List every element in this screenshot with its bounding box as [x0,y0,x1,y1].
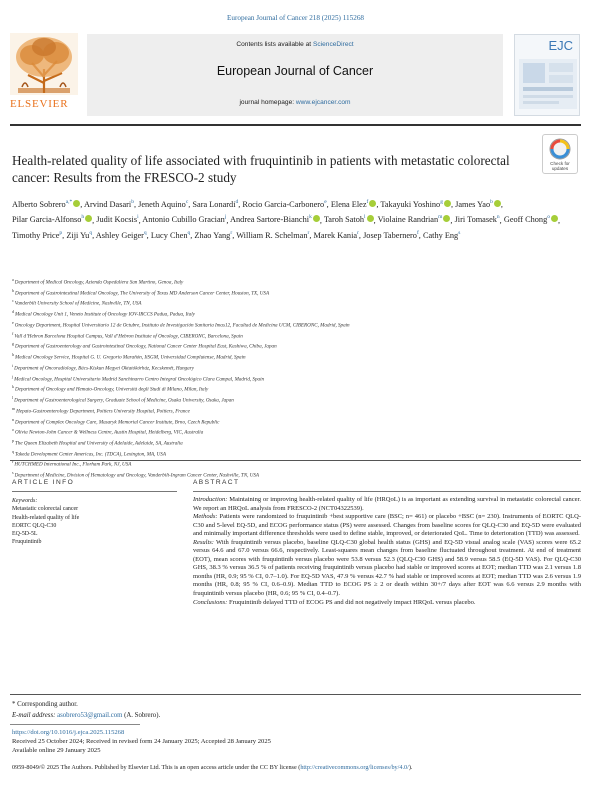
author-name[interactable]: Takayuki Yoshino [380,199,441,209]
author-name[interactable]: Ziji Yu [66,231,90,241]
author[interactable] [194,231,232,240]
corresponding-author-note: * Corresponding author. [12,701,78,708]
author-affiliation-marker[interactable]: c [185,199,189,205]
author-affiliation-marker[interactable]: f [366,199,369,205]
author[interactable] [504,215,558,224]
doi-link[interactable]: https://doi.org/10.1016/j.ejca.2025.115268 [12,729,125,736]
affiliation-text: Takeda Development Center Americas, Inc. (TDCA), Lexington, MA, USA [15,451,166,458]
author[interactable] [192,200,238,209]
author-affiliation-marker[interactable]: h [81,214,85,221]
affiliation-key: k [12,384,14,390]
abstract-section-text: Maintaining or improving health-related quality of life (HRQoL) is as important as extending survival in metastatic colorectal cancer. We report an HRQoL analysis from FRESCO-2 (NCT04322539). [193,496,581,512]
affiliation-text: Olivia Newton-John Cancer & Wellness Centre, Austin Hospital, Heidelberg, VIC, Australia [15,429,204,436]
author[interactable] [96,231,147,240]
affiliation-text: Oncology Department, Hospital Universitario 12 de Octubre, Instituto de Investigación Sanitaria Imas12, Facultad de Medicina UCM, CIBERONC, Madrid, Spain [14,322,350,329]
abstract-section-label: Results: [193,538,214,546]
affiliation-text: The Queen Elizabeth Hospital and University of Adelaide, Adelaide, SA, Australia [15,440,183,447]
sciencedirect-link[interactable]: ScienceDirect [312,41,354,48]
author-affiliation-marker[interactable]: r [230,230,233,237]
journal-name: European Journal of Cancer [216,64,374,78]
author-affiliation-marker[interactable]: b [131,199,134,205]
author-affiliation-marker[interactable]: k [309,214,312,221]
affiliation [12,319,580,330]
author-name[interactable]: William R. Schelman [236,231,308,241]
author[interactable] [12,231,62,240]
affiliation [12,297,580,308]
section-rule [10,460,581,461]
affiliation-key: d [12,309,14,315]
affiliation-key: j [12,373,14,379]
affiliation [12,437,580,448]
affiliation [12,469,580,480]
affiliation [12,351,580,362]
author[interactable] [138,200,188,209]
author-name[interactable]: Taroh Satoh [323,215,365,225]
author-name[interactable]: Elena Elez [330,199,367,209]
keyword[interactable]: EQ-5D-5L [12,531,38,538]
affiliation [12,416,580,427]
author-name[interactable]: Alberto Sobrero [12,199,66,209]
author-name[interactable]: Sara Lonardi [192,199,236,209]
affiliation-key: e [12,319,14,325]
author-affiliation-marker[interactable]: p [59,230,63,237]
article-info-heading: ARTICLE INFO [12,479,75,486]
orcid-icon[interactable] [366,199,376,207]
abstract-section [193,513,581,539]
affiliation-text: Vall d’Hebron Barcelona Hospital Campus, Vall d’Hebron Institute of Oncology, CIBERONC, Barcelona, Spain [14,333,243,340]
journal-reference[interactable]: European Journal of Cancer 218 (2025) 115268 [226,14,365,22]
affiliation-text: HUTCHMED International Inc., Florham Park, NJ, USA [14,462,132,469]
author[interactable] [378,215,451,224]
affiliation-key: m [12,405,16,411]
email-link[interactable]: asobrero53@gmail.com [57,711,123,719]
author[interactable] [423,231,460,240]
article-title: Health-related quality of life associated with fruquintinib in patients with metastatic colorectal cancer: Results from the FRESCO-2 study [12,153,510,185]
author-name[interactable]: Rocio Garcia-Carbonero [242,199,325,209]
keyword[interactable]: Metastatic colorectal cancer [12,506,79,513]
keyword[interactable]: Health-related quality of life [12,514,80,521]
affiliation [12,308,580,319]
orcid-icon[interactable] [313,215,320,222]
affiliation [12,373,580,384]
affiliation [12,383,580,394]
author-affiliation-marker[interactable]: i [137,214,139,221]
affiliation-text: Medical Oncology Service, Hospital G. U. Gregorio Marañón, IiSGM, Universidad Complutense, Madrid, Spain [15,354,246,361]
affiliation [12,394,580,405]
license-suffix: ). [408,764,413,771]
author-affiliation-marker[interactable]: n [496,214,500,221]
author[interactable] [380,200,451,209]
affiliation-key: n [12,416,14,422]
affiliation-key: p [12,438,14,444]
abstract-section [193,599,581,608]
cover-art [515,35,580,116]
affiliation-text: Department of Medical Oncology, Azienda Ospedaliera San Martino, Genoa, Italy [14,279,184,286]
check-for-updates-badge[interactable] [542,134,578,174]
affiliation [12,340,580,351]
author[interactable] [455,215,500,224]
corresponding-footnote [12,700,580,721]
email-suffix: (A. Sobrero). [122,711,161,719]
author-list: Alberto Sobrero$^{a,*}$ , Arvind Dasari$^b$, Jeneth Aquino$^c$, Sara Lonardi$^d$, Rocio Garcia-Carbonero$^e$, Elena Elez$^f$ , Takayuki Yoshino$^g$ , James Yao$^b$ , Pilar Garcia-Alfonso$^h$ , Judit Kocsis$^i$, Antonio Cubillo Gracian$^j$, Andrea Sartore-Bianchi$^k$ , Taroh Satoh$^l$ , Violaine Randrian$^m$ , Jiri Tomasek$^n$, Geoff Chong$^o$ , Timothy Price$^p$, Ziji Yu$^q$, Ashley Geiger$^q$, Lucy Chen$^q$, Zhao Yang$^r$, William R. Schelman$^r$, Marek Kania$^r$, Josep Tabernero$^f$, Cathy Eng$^s$ [12,199,561,241]
affiliation [12,330,580,341]
author-affiliation-marker[interactable]: f [416,230,419,237]
affiliation-text: Department of Gastroenterology and Gastrointestinal Oncology, National Cancer Center Hospital East, Kashiwa, Chiba, Japan [15,344,277,351]
abstract-section-label: Introduction: [193,496,228,503]
keywords-list [12,505,177,546]
affiliation [12,426,580,437]
affiliation-text: Department of Gastroenterological Surgery, Graduate School of Medicine, Osaka University, Osaka, Japan [14,397,234,404]
journal-cover-thumbnail[interactable] [514,34,580,116]
author-name[interactable]: Cathy Eng [422,231,459,241]
author-name[interactable]: Judit Kocsis [96,215,138,225]
author[interactable] [66,231,92,240]
author[interactable] [142,215,226,224]
affiliation-key: r [12,459,14,465]
author-affiliation-marker[interactable]: q [143,230,147,237]
available-online: Available online 29 January 2025 [12,747,101,755]
author-affiliation-marker[interactable]: j [224,214,227,221]
author-affiliation-marker[interactable]: r [357,230,359,237]
abstract-rule [193,491,581,492]
affiliation-text: Hepato-Gastroenterology Department, Poitiers University Hospital, Poitiers, France [16,408,190,415]
keyword[interactable]: Fruquintinib [12,539,42,546]
contents-prefix: Contents lists available at [236,41,313,48]
orcid-icon[interactable] [85,215,92,222]
affiliation [12,362,580,373]
publication-info [12,728,580,755]
author[interactable] [12,200,80,209]
author-affiliation-marker[interactable]: s [458,230,461,237]
author-name[interactable]: James Yao [455,199,491,209]
elsevier-logo-text: ELSEVIER [10,98,69,110]
license-line [12,764,591,771]
affiliation-key: g [12,341,14,347]
author[interactable] [151,231,190,240]
license-link[interactable]: http://creativecommons.org/licenses/by/4.0/ [300,764,409,771]
author-affiliation-marker[interactable]: q [89,230,93,237]
author-name[interactable]: Violaine Randrian [377,215,439,225]
homepage-link[interactable]: www.ejcancer.com [295,99,351,106]
abstract-section [193,496,581,513]
author-affiliation-marker[interactable]: l [364,214,366,221]
author-name[interactable]: Jeneth Aquino [138,199,186,209]
orcid-icon[interactable] [73,200,80,207]
footer-rule [10,694,581,695]
author[interactable] [455,200,501,209]
affiliation-key: b [12,287,14,293]
author[interactable] [236,231,309,240]
affiliation-key: c [12,298,14,304]
affiliation-text: Medical Oncology Unit 1, Veneto Institute of Oncology IOV-IRCCS Padua, Padua, Italy [15,311,195,318]
affiliation-text: Medical Oncology, Hospital Universitario Madrid Sanchinarro Centro Integral Oncológico Clara Campal, Madrid, Spain [14,376,265,383]
affiliation-text: Vanderbilt University School of Medicine, Nashville, TN, USA [14,301,142,308]
author[interactable] [363,231,419,240]
homepage-line [87,99,503,106]
author-name[interactable]: Geoff Chong [503,215,548,225]
author-name[interactable]: Jiri Tomasek [454,215,497,225]
affiliation [12,448,580,459]
keywords-label: Keywords: [12,498,38,504]
author[interactable] [84,200,134,209]
affiliation-key: a [12,277,14,282]
email-line [12,711,580,722]
article-info-rule [12,491,177,492]
author-name[interactable]: Ashley Geiger [95,231,144,241]
author-name[interactable]: Pilar Garcia-Alfonso [12,215,82,225]
abstract-section-label: Methods: [193,513,218,521]
author-name[interactable]: Arvind Dasari [83,199,132,209]
contents-line [87,41,503,48]
abstract-section-text: Fruquintinib delayed TTD of ECOG PS and did not negatively impact HRQoL versus placebo. [227,598,476,606]
orcid-icon[interactable] [494,200,501,207]
header-rule [10,124,581,126]
affiliation [12,276,580,287]
check-updates-label: Check for updates [550,161,570,171]
author-affiliation-marker[interactable]: d [235,199,239,205]
author-name[interactable]: Marek Kania [313,231,358,241]
orcid-icon[interactable] [367,215,374,222]
author[interactable] [242,200,326,209]
author-affiliation-marker[interactable]: e [324,199,327,205]
cover-title: EJC [548,38,573,53]
author[interactable] [331,200,377,209]
affiliation-text: Department of Oncology and Hemato-Oncology, Università degli Studi di Milano, Milan, Italy [15,387,209,394]
abstract-section-label: Conclusions: [193,598,228,606]
abstract-heading: ABSTRACT [193,479,240,486]
author[interactable] [96,215,138,224]
author-name[interactable]: Timothy Price [12,231,60,241]
author[interactable] [12,215,92,224]
affiliation-key: h [12,352,14,358]
keyword[interactable]: EORTC QLQ-C30 [12,522,57,529]
author-affiliation-marker[interactable]: q [187,230,191,237]
affiliation-text: Department of Oncoradiology, Bács-Kiskun Megyei Oktatókórház, Kecskemét, Hungary [14,365,194,372]
affiliation-key: q [12,448,14,454]
author-affiliation-marker[interactable]: m [438,214,443,221]
affiliation-key: f [12,330,14,336]
author[interactable] [314,231,359,240]
affiliation-list [12,276,580,480]
homepage-prefix: journal homepage: [239,99,296,106]
license-prefix: 0959-8049/© 2025 The Authors. Published by Elsevier Ltd. This is an open access article under the CC BY license ( [12,764,301,771]
author[interactable] [324,215,374,224]
affiliation-text: Department of Medicine, Division of Hematology and Oncology, Vanderbilt-Ingram Cancer Center, Nashville, TN, USA [14,472,260,479]
affiliation-key: s [12,470,14,476]
author-name[interactable]: Andrea Sartore-Bianchi [230,215,310,225]
affiliation [12,287,580,298]
received-dates: Received 25 October 2024; Received in revised form 24 January 2025; Accepted 28 January 2025 [12,738,271,746]
abstract-section-text: With fruquintinib versus placebo, baseline QLQ-C30 global health status (GHS) and EQ-5D visual analog scale (VAS) scores were 65.2 versus 64.6 and 67.0 versus 66.6, respectively. Least-squares mean changes from baseline fluctuated throughout treatment. At end of treatment (EOT), mean scores with fruquintinib versus placebo were 53.8 versus 52.3 (QLQ-C30 GHS) and 58.9 versus 58.5 (EQ-5D VAS). For QLQ-C30 GHS, 38.3 % versus 36.5 % of patients receiving fruquintinib versus placebo had stable or improved scores at EOT; median TTD was 2.1 versus 1.8 months (HR, 0.9; 95 % CI, 0.7–1.0). For EQ-5D VAS, 47.9 % versus 42.7 % had stable or improved scores at EOT; median TTD was 2.6 versus 1.9 months (HR, 0.8; 95 % CI, 0.6–0.9). Median TTD to ECOG PS ≥ 2 or death within 30+/7 days after EOT was 6.6 versus 2.9 months with fruquintinib versus placebo (HR, 0.6; 95 % CI, 0.4–0.7). [193,538,581,598]
abstract-section [193,539,581,599]
abstract-text [193,496,581,607]
affiliation-key: o [12,427,14,433]
abstract-section-text: Patients were randomized to fruquintinib +best supportive care (BSC; n= 461) or placebo +BSC (n= 230). Instruments of EORTC QLQ-C30 and 5-level EQ-5D, and ECOG performance status (PS) were assessed. Changes from baseline scores for QLQ-C30 and EQ-5D were evaluated and minimally important difference thresholds were used to define stable, improved, or deteriorated QoL. Time to deterioration (TTD) was assessed. [193,513,581,538]
orcid-icon[interactable] [443,215,450,222]
check-updates-icon [543,136,577,162]
author-name[interactable]: Josep Tabernero [363,231,417,241]
author-name[interactable]: Zhao Yang [194,231,231,241]
affiliation-text: Department of Complex Oncology Care, Masaryk Memorial Cancer Institute, Brno, Czech Republic [15,419,220,426]
affiliation-key: l [12,395,14,401]
author[interactable] [230,215,320,224]
orcid-icon[interactable] [444,200,451,207]
author-affiliation-marker[interactable]: o [547,214,550,221]
footnote-rule [10,724,140,725]
author-affiliation-marker[interactable]: b [490,199,493,205]
orcid-icon[interactable] [551,215,558,222]
affiliation-text: Department of Gastrointestinal Medical Oncology, The University of Texas MD Anderson Cancer Center, Houston, TX, USA [15,290,270,297]
affiliation-key: i [12,362,14,368]
author-affiliation-marker[interactable]: a,* [65,199,73,205]
email-label: E-mail address: [12,711,58,719]
author-name[interactable]: Antonio Cubillo Gracian [142,215,225,225]
affiliation [12,405,580,416]
keywords-block [12,497,177,547]
author-affiliation-marker[interactable]: r [307,230,310,237]
author-affiliation-marker[interactable]: g [440,199,443,205]
author-name[interactable]: Lucy Chen [150,231,188,241]
